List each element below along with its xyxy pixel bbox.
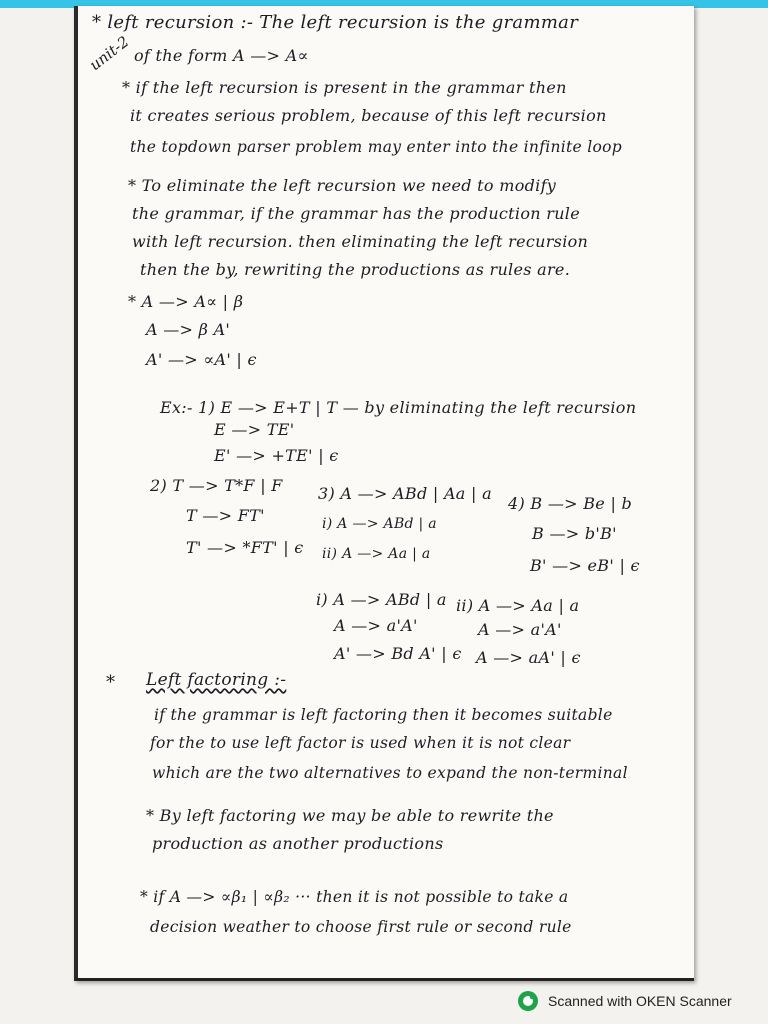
note-line: for the to use left factor is used when it is not clear xyxy=(150,734,571,752)
note-line: T —> FT' xyxy=(186,506,265,525)
note-line: * if the left recursion is present in the grammar then xyxy=(122,78,567,97)
note-line: it creates serious problem, because of this left recursion xyxy=(130,106,607,125)
note-line: i) A —> ABd | a xyxy=(322,516,437,532)
note-line: then the by, rewriting the productions as rules are. xyxy=(140,260,571,279)
note-line: E' —> +TE' | ϵ xyxy=(214,446,339,465)
page-edge xyxy=(76,978,694,981)
note-line: * To eliminate the left recursion we need to modify xyxy=(128,176,557,195)
note-line: A —> aA' | ϵ xyxy=(476,648,581,667)
section-heading: Left factoring :- xyxy=(146,670,287,690)
note-line: of the form A —> A∝ xyxy=(134,46,309,65)
note-line: Ex:- 1) E —> E+T | T — by eliminating the left recursion xyxy=(160,398,637,417)
margin-line xyxy=(74,6,78,981)
note-line: A' —> ∝A' | ϵ xyxy=(146,350,257,369)
note-line: the grammar, if the grammar has the production rule xyxy=(132,204,580,223)
note-line: B —> b'B' xyxy=(532,524,617,543)
oken-logo-icon xyxy=(517,990,539,1012)
note-line: if the grammar is left factoring then it becomes suitable xyxy=(154,706,613,724)
scanner-footer xyxy=(517,990,732,1012)
note-line: B' —> eB' | ϵ xyxy=(530,556,640,575)
note-line: 3) A —> ABd | Aa | a xyxy=(318,484,492,503)
note-line: * if A —> ∝β₁ | ∝β₂ ··· then it is not possible to take a xyxy=(140,888,569,906)
note-line: A' —> Bd A' | ϵ xyxy=(334,644,462,663)
note-line: T' —> *FT' | ϵ xyxy=(186,538,304,557)
note-line: decision weather to choose first rule or second rule xyxy=(150,918,572,936)
note-line: A —> β A' xyxy=(146,320,231,339)
note-line: E —> TE' xyxy=(214,420,295,439)
scanner-footer-text: Scanned with OKEN Scanner xyxy=(548,993,732,1009)
note-line: which are the two alternatives to expand the non-terminal xyxy=(152,764,628,782)
note-bullet: * xyxy=(106,672,116,693)
note-line: production as another productions xyxy=(152,834,444,853)
note-line: with left recursion. then eliminating the left recursion xyxy=(132,232,589,251)
note-line: * A —> A∝ | β xyxy=(128,292,244,311)
note-line: ii) A —> Aa | a xyxy=(322,546,431,562)
note-line: ii) A —> Aa | a xyxy=(456,596,580,615)
note-line: 4) B —> Be | b xyxy=(508,494,633,513)
note-line: A —> a'A' xyxy=(334,616,418,635)
note-line: the topdown parser problem may enter into the infinite loop xyxy=(130,138,623,156)
unit-stamp: unit-2 xyxy=(86,32,133,75)
note-line: i) A —> ABd | a xyxy=(316,590,447,609)
note-line: A —> a'A' xyxy=(478,620,562,639)
note-line: * left recursion :- The left recursion is the grammar xyxy=(92,12,579,33)
note-line: 2) T —> T*F | F xyxy=(150,476,283,495)
note-line: * By left factoring we may be able to rewrite the xyxy=(146,806,554,825)
